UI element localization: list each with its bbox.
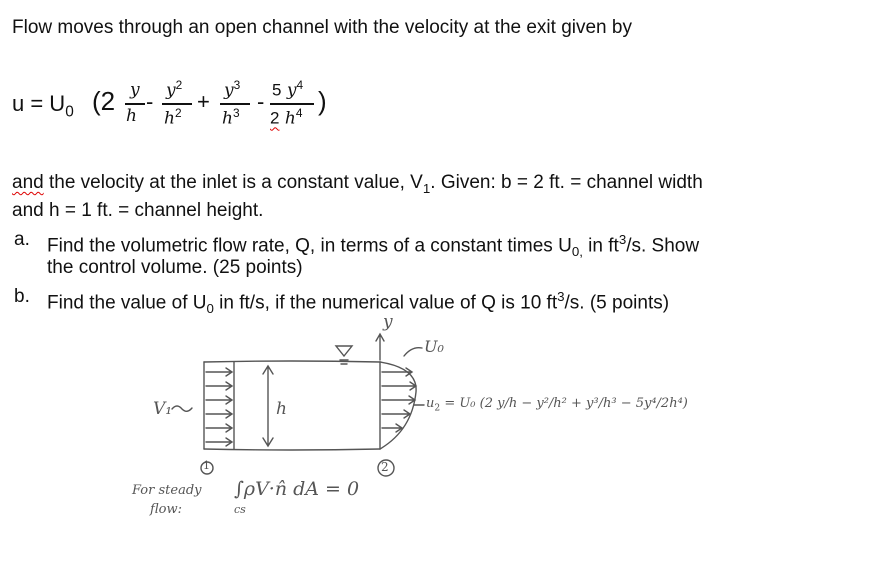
sketch-exit-eq (426, 396, 688, 414)
eq-t4-coef: 5 (272, 80, 282, 100)
inlet-tilde (172, 406, 192, 411)
item-b-marker: b. (14, 286, 30, 307)
y-axis-arrow (376, 334, 384, 360)
sketch-exit-eq-prefix: u (426, 396, 435, 411)
body-line1-rest: the velocity at the inlet is a constant value, V (43, 172, 423, 193)
eq-lhs-sub: 0 (65, 103, 74, 121)
item-a-part3: /s. Show (626, 235, 700, 257)
eq-t1-den: h (126, 106, 137, 126)
sketch-steady-line2: flow: (150, 502, 183, 517)
sketch-steady-line1: For steady (132, 483, 202, 498)
item-a-part2: in ft (582, 235, 619, 257)
item-a-marker: a. (14, 229, 30, 250)
inlet-velocity-arrows (206, 368, 232, 446)
item-b-sup: 3 (557, 289, 565, 304)
channel-bottom-line (204, 449, 380, 450)
eq-close-paren: ) (318, 86, 327, 116)
eq-t3-num-base: y (224, 80, 234, 101)
intro-text: Flow moves through an open channel with the velocity at the exit given by (12, 17, 632, 38)
eq-t3-den-exp: 3 (232, 106, 240, 120)
eq-t2-den-base: h (164, 108, 175, 129)
sketch-y-label: y (383, 312, 393, 332)
sketch-station-1: 1 (203, 459, 210, 472)
sketch-exit-eq-body: = U₀ (2 y/h − y²/h² + y³/h³ − 5y⁴/2h⁴) (444, 396, 688, 411)
item-b-part1: Find the value of U (47, 292, 207, 314)
eq-t4-num-base: y (286, 80, 297, 101)
eq-t3-num-exp: 3 (233, 78, 241, 92)
eq-t4-num-exp: 4 (296, 78, 304, 92)
eq-t2-num-exp: 2 (175, 78, 183, 92)
item-b-part2: in ft/s, if the numerical value of Q is 10 ft (213, 292, 558, 314)
eq-t4-den-base: h (284, 108, 296, 129)
u0-leader (404, 348, 422, 356)
channel-top-line (204, 361, 380, 362)
eq-t4-den-coef: 2 (270, 108, 280, 128)
sketch-exit-eq-sub: 2 (434, 403, 441, 414)
eq-t4-den-exp: 4 (295, 106, 303, 120)
eq-t2-den-exp: 2 (174, 106, 182, 120)
sketch-u0-label: U₀ (424, 337, 444, 356)
item-b-sub: 0 (206, 301, 214, 317)
sketch-inlet-label: V₁ (153, 399, 173, 419)
body-word-and: and (12, 172, 44, 193)
eq-t1-num: y (130, 80, 140, 100)
item-a-continuation: the control volume. (25 points) (47, 257, 303, 278)
item-a-sup: 3 (618, 232, 627, 247)
body-line1-end: . Given: b = 2 ft. = channel width (430, 172, 703, 193)
sketch-integral-sub: cs (234, 503, 246, 516)
sketch-integral: ∫ρV·n̂ dA = 0 (234, 478, 360, 500)
exit-velocity-arrows (382, 368, 416, 432)
eq-op2: + (197, 89, 210, 114)
height-arrow (263, 366, 273, 446)
item-a-part1: Find the volumetric flow rate, Q, in terms of a constant times U (47, 235, 572, 257)
item-a-sub: 0, (571, 244, 583, 260)
eq-t3-den-base: h (222, 108, 233, 129)
sketch-station-2: 2 (381, 460, 389, 474)
eq-op3: - (257, 89, 265, 114)
item-b-part3: /s. (5 points) (564, 292, 670, 314)
eq-lhs-text: u = U (12, 91, 66, 116)
body-line1-sub: 1 (422, 180, 431, 196)
body-line-2: and h = 1 ft. = channel height. (12, 200, 264, 221)
exit-profile-curve (380, 362, 416, 449)
sketch-h-label: h (276, 399, 287, 419)
eq-t2-num-base: y (166, 80, 176, 101)
eq-op1: - (146, 89, 154, 114)
eq-open-paren: (2 (92, 86, 116, 116)
